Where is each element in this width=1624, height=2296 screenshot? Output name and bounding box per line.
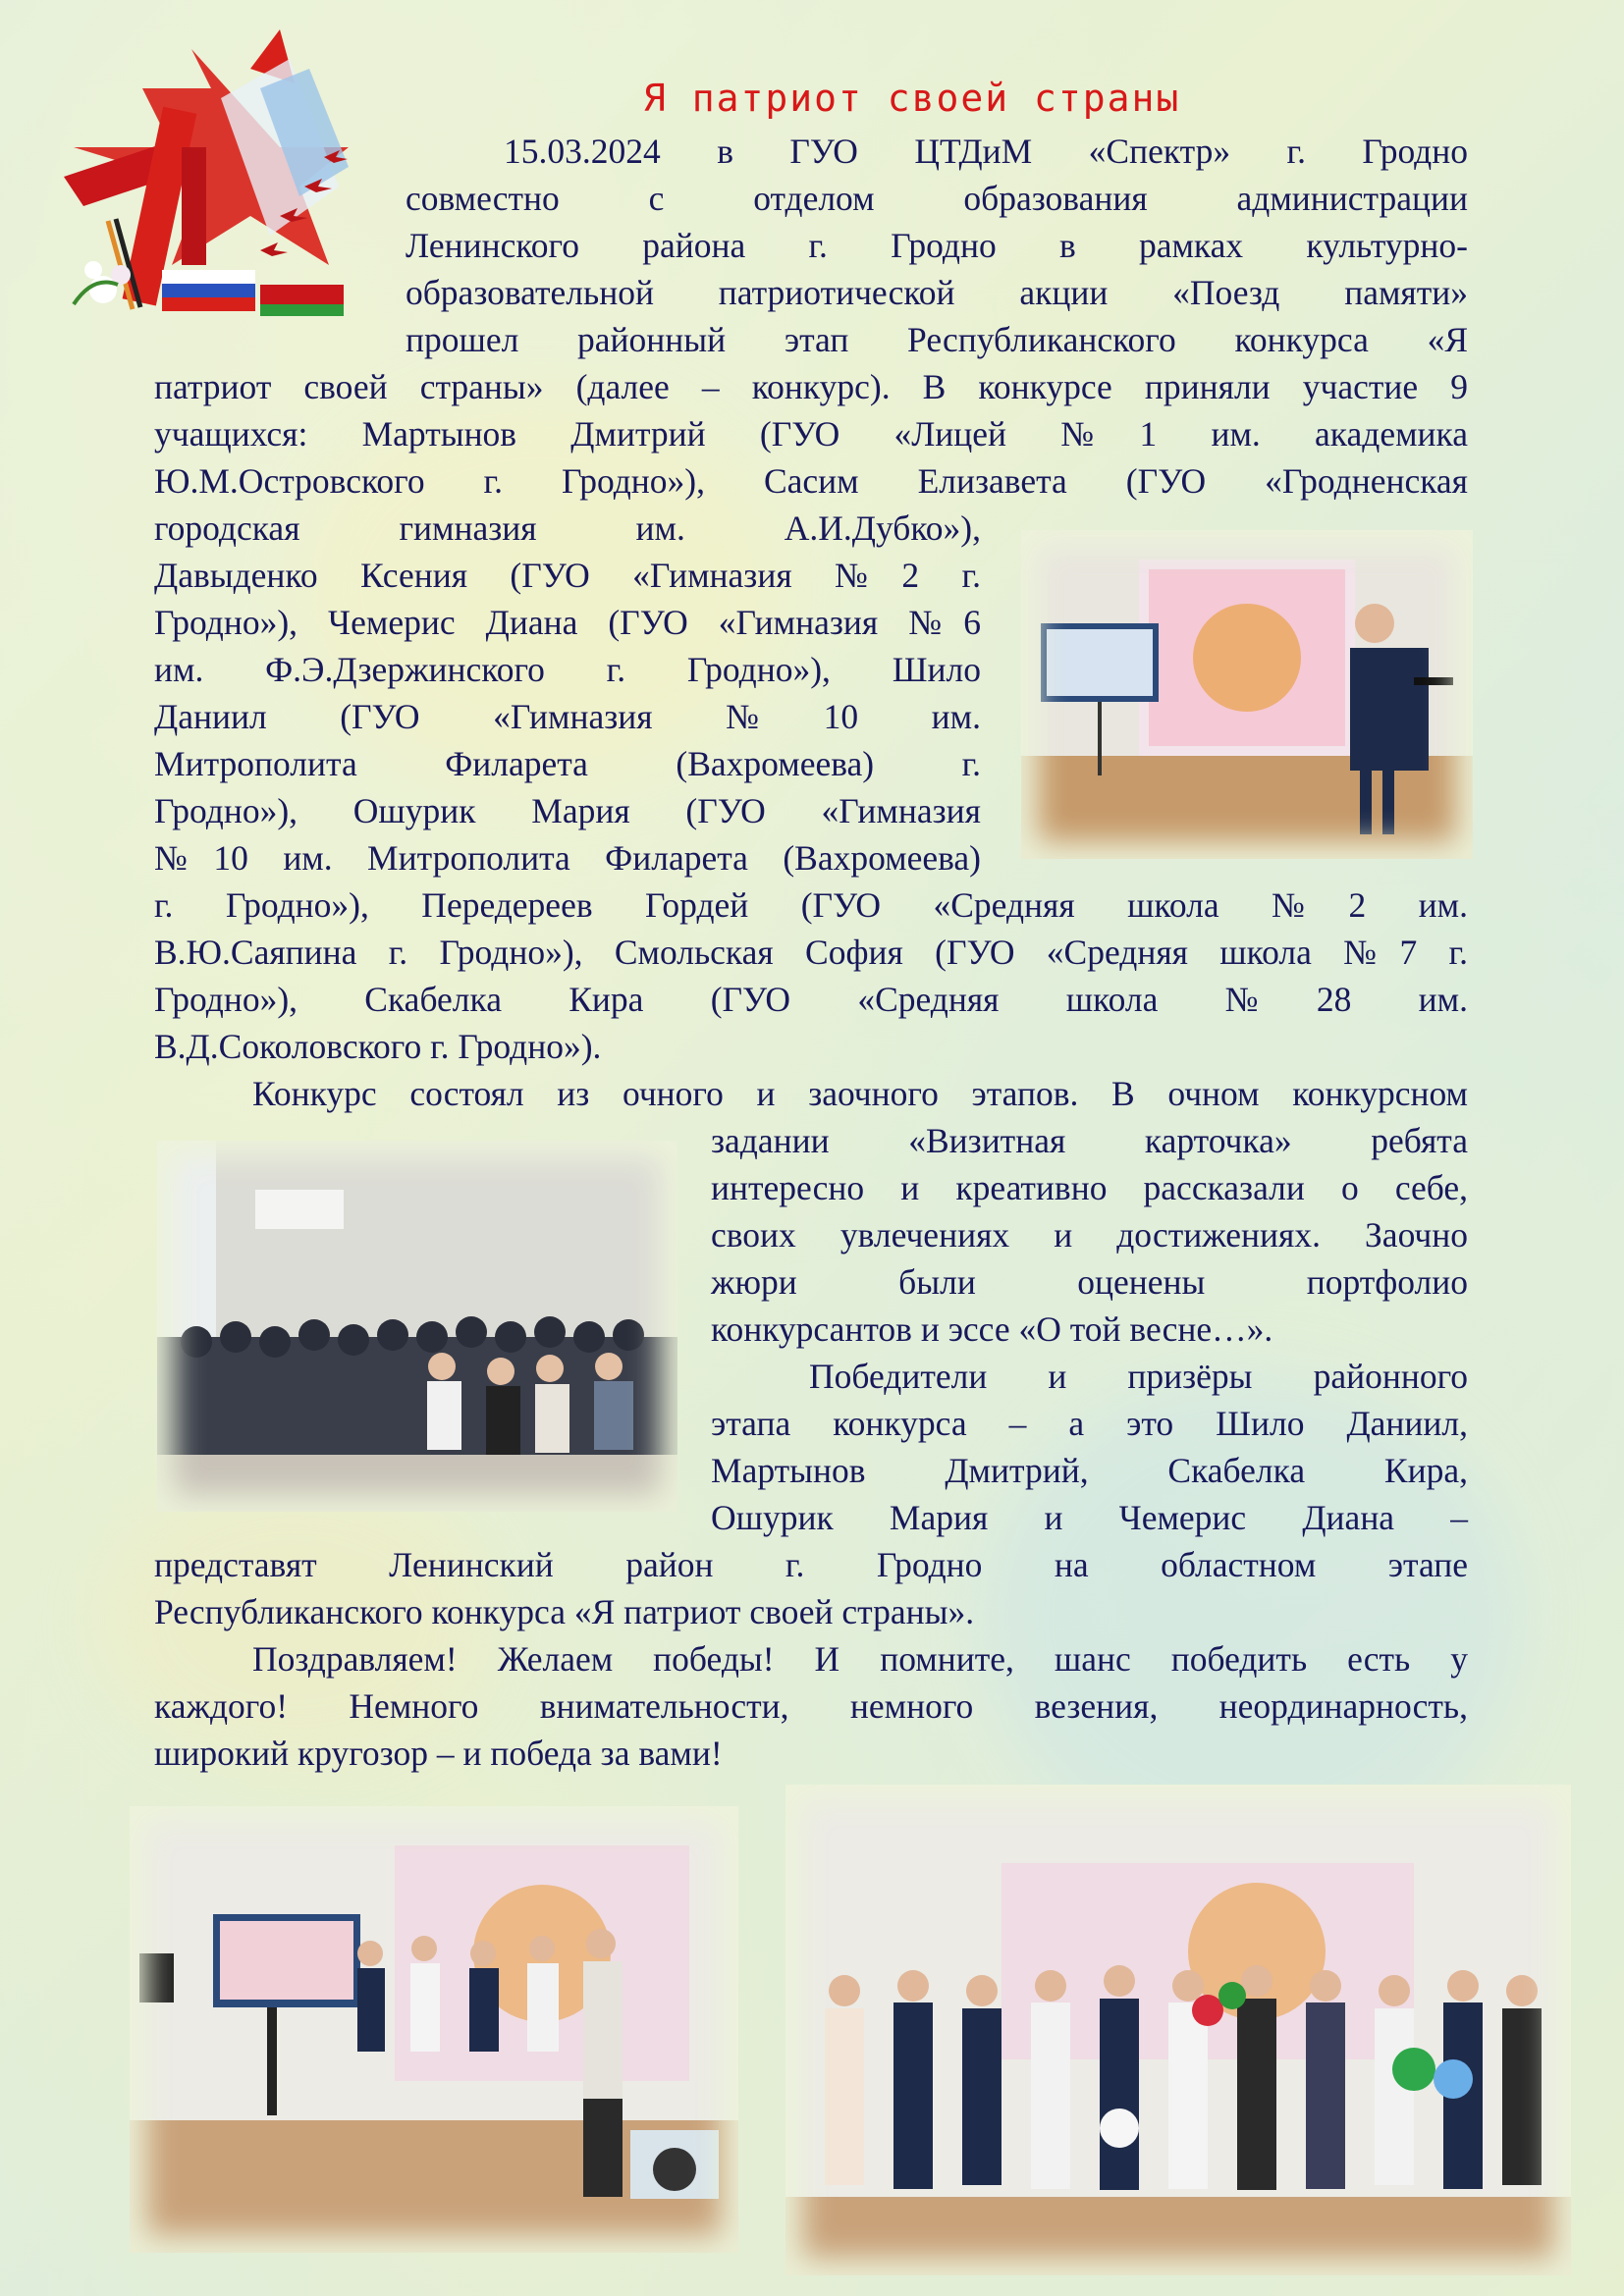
text-line: Гродно»), Чемерис Диана (ГУО «Гимназия №6 — [154, 603, 981, 642]
text-line: Даниил (ГУО «Гимназия №10 им. — [154, 697, 981, 736]
text-line: патриот своей страны» (далее – конкурс). В конкурсе приняли участие 9 — [154, 367, 1468, 406]
photo-audience — [157, 1141, 677, 1512]
text-line: Митрополита Филарета (Вахромеева) г. — [154, 744, 981, 783]
patriot-logo — [54, 29, 368, 334]
text-line: В.Д.Соколовского г. Гродно»). — [154, 1027, 602, 1066]
photo-presenter — [1021, 530, 1473, 859]
text-line: городская гимназия им. А.И.Дубко»), — [154, 508, 981, 548]
text-line: №10 им. Митрополита Филарета (Вахромеева) — [154, 838, 981, 878]
text-line: 15.03.2024 в ГУО ЦТДиМ «Спектр» г. Гродно — [504, 132, 1468, 171]
text-line: Ленинского района г. Гродно в рамках культурно- — [406, 226, 1468, 265]
text-line: В.Ю.Саяпина г. Гродно»), Смольская София (ГУО «Средняя школа №7 г. — [154, 933, 1468, 972]
winners-end-block — [154, 1541, 1468, 1635]
text-line: интересно и креативно рассказали о себе, — [711, 1168, 1468, 1207]
text-line: Гродно»), Ошурик Мария (ГУО «Гимназия — [154, 791, 981, 830]
text-line: прошел районный этап Республиканского конкурса «Я — [406, 320, 1468, 359]
text-line: своих увлечениях и достижениях. Заочно — [711, 1215, 1468, 1255]
photo-award-ceremony — [130, 1806, 738, 2253]
photo-group — [785, 1785, 1571, 2275]
text-line: Конкурс состоял из очного и заочного этапов. В очном конкурсном — [252, 1074, 1468, 1113]
participants-left-block — [154, 505, 981, 881]
text-line: образовательной патриотической акции «Поезд памяти» — [406, 273, 1468, 312]
text-line: Ю.М.Островского г. Гродно»), Сасим Елизавета (ГУО «Гродненская — [154, 461, 1468, 501]
text-line: Давыденко Ксения (ГУО «Гимназия №2 г. — [154, 556, 981, 595]
text-line: представят Ленинский район г. Гродно на областном этапе — [154, 1545, 1468, 1584]
participants-end-block — [154, 881, 1468, 1070]
text-line: учащихся: Мартынов Дмитрий (ГУО «Лицей №1 им. академика — [154, 414, 1468, 454]
text-line: широкий кругозор – и победа за вами! — [154, 1734, 723, 1773]
text-line: Гродно»), Скабелка Кира (ГУО «Средняя школа №28 им. — [154, 980, 1468, 1019]
text-line: Поздравляем! Желаем победы! И помните, шанс победить есть у — [252, 1639, 1468, 1679]
text-line: совместно с отделом образования администрации — [406, 179, 1468, 218]
text-line: Победители и призёры районного — [809, 1357, 1468, 1396]
congrats-block — [154, 1635, 1468, 1777]
text-line: этапа конкурса – а это Шило Даниил, — [711, 1404, 1468, 1443]
text-line: задании «Визитная карточка» ребята — [711, 1121, 1468, 1160]
text-line: Мартынов Дмитрий, Скабелка Кира, — [711, 1451, 1468, 1490]
text-line: им. Ф.Э.Дзержинского г. Гродно»), Шило — [154, 650, 981, 689]
participants-block — [154, 363, 1468, 505]
text-line: г. Гродно»), Передереев Гордей (ГУО «Средняя школа №2 им. — [154, 885, 1468, 925]
intro-block — [406, 128, 1468, 363]
page-title: Я патриот своей страны — [643, 77, 1181, 120]
stages-block — [154, 1070, 1468, 1117]
text-line: Ошурик Мария и Чемерис Диана – — [711, 1498, 1468, 1537]
text-line: каждого! Немного внимательности, немного везения, неординарность, — [154, 1686, 1468, 1726]
text-line: жюри были оценены портфолио — [711, 1262, 1468, 1302]
winners-block — [711, 1353, 1468, 1541]
stages-right-block — [711, 1117, 1468, 1353]
text-line: конкурсантов и эссе «О той весне…». — [711, 1309, 1273, 1349]
text-line: Республиканского конкурса «Я патриот своей страны». — [154, 1592, 975, 1631]
